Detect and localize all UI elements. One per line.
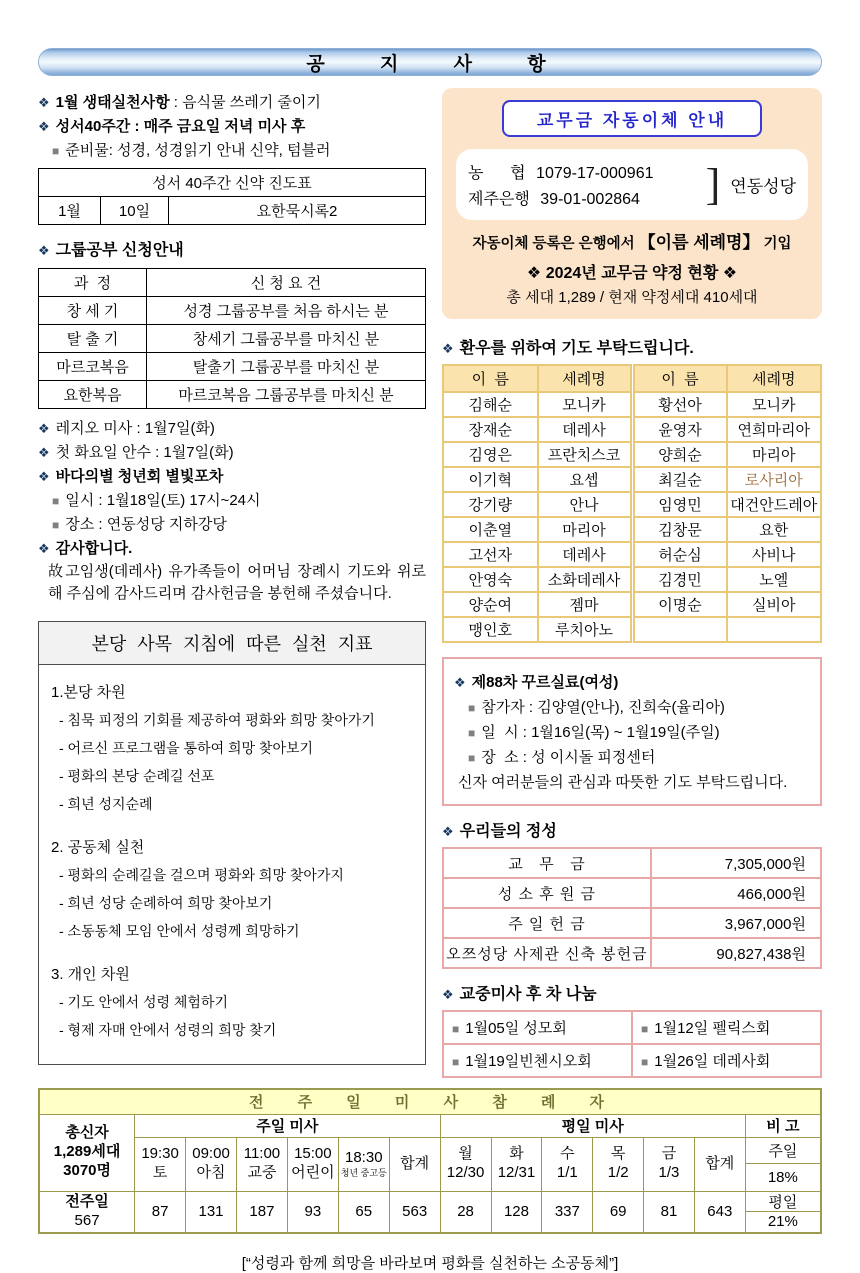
register-pre: 자동이체 등록은 은행에서 <box>472 236 639 252</box>
cursillo-where: 장 소 : 성 이시돌 피정센터 <box>481 749 656 766</box>
baptismal-cell <box>727 617 822 642</box>
mass-time-cell <box>236 1137 287 1191</box>
attendance-time-row <box>39 1137 821 1191</box>
offering-amount-cell: 466,000원 <box>651 878 821 908</box>
cursillo-when-line <box>454 721 810 742</box>
weekday-cell <box>593 1137 644 1191</box>
table-row <box>443 517 821 542</box>
table-row <box>443 542 821 567</box>
tea-cell <box>443 1011 632 1044</box>
tea-title: 교중미사 후 차 나눔 <box>459 986 597 1003</box>
weekday-date: 1/3 <box>658 1164 680 1181</box>
pastoral-title: 본당 사목 지침에 따른 실천 지표 <box>39 622 425 665</box>
bible40-title: 성서40주간 : 매주 금요일 저녁 미사 후 <box>55 118 306 135</box>
eco-practice-label: 1월 생태실천사항 <box>55 94 170 111</box>
name-cell: 강기량 <box>443 492 538 517</box>
tea-title-line <box>442 981 822 1004</box>
table-row <box>443 1011 821 1044</box>
offering-amount-cell: 7,305,000원 <box>651 848 821 878</box>
bible-month-cell: 1월 <box>39 197 101 225</box>
bible40-line <box>38 115 426 136</box>
diamond-bullet-icon: ❖ <box>454 675 466 690</box>
right-column <box>442 88 822 1078</box>
baptismal-cell: 로사리아 <box>727 467 822 492</box>
register-post: 기입 <box>759 236 792 252</box>
cursillo-participants: 참가자 : 김양열(안나), 진희숙(율리아) <box>481 699 725 716</box>
table-row <box>443 1044 821 1077</box>
anointing-text: 첫 화요일 안수 : 1월7일(화) <box>55 444 234 461</box>
autopay-notice-box <box>442 88 822 319</box>
column-header: 과 정 <box>39 269 147 297</box>
content-columns <box>38 88 822 1078</box>
course-cell: 마르코복음 <box>39 353 147 381</box>
table-row <box>39 381 426 409</box>
weekday-name: 수 <box>560 1145 575 1163</box>
attendance-value: 337 <box>542 1191 593 1233</box>
cursillo-box <box>442 657 822 806</box>
group-study-table <box>38 268 426 409</box>
thanks-title: 감사합니다. <box>55 540 133 557</box>
bank-account-number: 39-01-002864 <box>540 191 640 208</box>
cursillo-title: 제88차 꾸르실료(여성) <box>471 674 619 691</box>
weekday-date: 12/31 <box>497 1164 536 1181</box>
sick-prayer-table <box>442 364 822 643</box>
diamond-bullet-icon: ❖ <box>38 541 50 556</box>
pastoral-section-head: 2. 공동체 실천 <box>51 838 145 856</box>
name-cell: 김경민 <box>632 567 727 592</box>
table-row <box>443 492 821 517</box>
table-row <box>39 197 426 225</box>
table-row <box>443 938 821 968</box>
diamond-bullet-icon: ❖ <box>442 341 454 356</box>
bible-table-title: 성서 40주간 신약 진도표 <box>39 169 426 197</box>
note-weekday-label: 평일 <box>746 1192 820 1212</box>
diamond-bullet-icon: ❖ <box>442 824 454 839</box>
square-bullet-icon: ■ <box>468 751 476 765</box>
name-cell: 양순여 <box>443 592 538 617</box>
weekday-total-header <box>694 1137 745 1191</box>
name-cell <box>632 617 727 642</box>
bank-row-nonghyup <box>468 160 704 183</box>
mass-label: 아침 <box>196 1164 226 1181</box>
attendance-value: 87 <box>135 1191 186 1233</box>
tea-cell <box>443 1044 632 1077</box>
pledge-stat: 총 세대 1,289 / 현재 약정세대 410세대 <box>506 289 758 306</box>
attendance-title-row <box>39 1089 821 1114</box>
attendance-value: 28 <box>440 1191 491 1233</box>
note-weekday-cell <box>745 1191 821 1233</box>
youth-title-line <box>38 465 426 486</box>
table-row <box>443 567 821 592</box>
weekday-cell <box>491 1137 542 1191</box>
pastoral-item: - 희년 성당 순례하여 희망 찾아보기 <box>59 894 273 911</box>
note-sunday-label: 주일 <box>746 1138 820 1165</box>
tea-event: 1월05일 성모회 <box>465 1020 567 1037</box>
bank-account-number: 1079-17-000961 <box>536 165 654 182</box>
legio-text: 레지오 미사 : 1월7일(화) <box>55 420 215 437</box>
pastoral-item: - 형제 자매 안에서 성령의 희망 찾기 <box>59 1021 277 1038</box>
baptismal-cell: 사비나 <box>727 542 822 567</box>
table-header-row <box>443 365 821 392</box>
diamond-bullet-icon: ❖ <box>38 469 50 484</box>
baptismal-cell: 요셉 <box>538 467 633 492</box>
weekday-name: 목 <box>610 1145 626 1163</box>
baptismal-cell: 모니카 <box>727 392 822 417</box>
pastoral-section-head: 1.본당 차원 <box>51 683 126 701</box>
mass-time-cell <box>135 1137 186 1191</box>
tea-sharing-table <box>442 1010 822 1078</box>
name-cell: 김창문 <box>632 517 727 542</box>
bible40-prep-line <box>38 139 426 160</box>
name-cell: 맹인호 <box>443 617 538 642</box>
offerings-title: 우리들의 정성 <box>459 823 557 840</box>
table-row <box>39 325 426 353</box>
bank-rows <box>468 157 704 212</box>
weekday-cell <box>440 1137 491 1191</box>
mass-label: 교중 <box>247 1164 277 1181</box>
name-cell: 장재순 <box>443 417 538 442</box>
anointing-line <box>38 441 426 462</box>
table-row <box>443 617 821 642</box>
cursillo-where-line <box>454 746 810 767</box>
weekday-name: 합계 <box>705 1154 735 1172</box>
table-row <box>443 592 821 617</box>
offerings-title-line <box>442 818 822 841</box>
pastoral-body <box>39 665 425 1064</box>
mass-label: 어린이 <box>291 1164 335 1181</box>
previous-sunday-value: 567 <box>74 1211 100 1229</box>
offering-name-cell: 성 소 후 원 금 <box>443 878 651 908</box>
group-study-title-line <box>38 237 426 260</box>
youth-when-line <box>38 489 426 510</box>
offering-name-cell: 오쯔성당 사제관 신축 봉헌금 <box>443 938 651 968</box>
column-header: 세례명 <box>538 365 633 392</box>
square-bullet-icon: ■ <box>468 726 476 740</box>
weekday-name: 월 <box>458 1145 473 1163</box>
eco-practice-text: : 음식물 쓰레기 줄이기 <box>169 94 321 111</box>
offering-name-cell: 교 무 금 <box>443 848 651 878</box>
mass-time-cell <box>287 1137 338 1191</box>
diamond-bullet-icon: ❖ <box>38 119 50 134</box>
diamond-bullet-icon: ❖ <box>38 445 50 460</box>
offering-amount-cell: 90,827,438원 <box>651 938 821 968</box>
previous-sunday-cell <box>39 1191 135 1233</box>
requirement-cell: 마르코복음 그룹공부를 마치신 분 <box>147 381 426 409</box>
pastoral-item: - 기도 안에서 성령 체험하기 <box>59 993 228 1010</box>
autopay-title: 교무금 자동이체 안내 <box>502 100 762 137</box>
square-bullet-icon: ■ <box>52 518 60 532</box>
column-header: 이 름 <box>632 365 727 392</box>
youth-title: 바다의별 청년회 별빛포차 <box>55 468 224 485</box>
pastoral-item: - 희년 성지순례 <box>59 795 153 812</box>
name-cell: 이명순 <box>632 592 727 617</box>
cursillo-when: 일 시 : 1월16일(목) ~ 1월19일(주일) <box>481 724 720 741</box>
sick-prayer-title-line <box>442 335 822 358</box>
baptismal-cell: 데레사 <box>538 417 633 442</box>
attendance-value: 65 <box>338 1191 389 1233</box>
note-sunday-percent: 18% <box>767 1168 798 1186</box>
attendance-value: 93 <box>287 1191 338 1233</box>
pastoral-item: - 평화의 본당 순례길 선포 <box>59 767 215 784</box>
mass-time: 합계 <box>400 1154 430 1172</box>
pastoral-item: - 어르신 프로그램을 통하여 희망 찾아보기 <box>59 739 314 756</box>
cursillo-title-line <box>454 671 810 692</box>
weekday-cell <box>542 1137 593 1191</box>
attendance-value: 69 <box>593 1191 644 1233</box>
square-bullet-icon: ■ <box>641 1022 649 1036</box>
weekday-name: 금 <box>661 1145 677 1163</box>
baptismal-cell: 실비아 <box>727 592 822 617</box>
square-bullet-icon: ■ <box>452 1022 460 1036</box>
pastoral-item: - 소동동체 모임 안에서 성령께 희망하기 <box>59 922 300 939</box>
weekday-mass-header: 평일 미사 <box>440 1114 745 1137</box>
weekday-date: 12/30 <box>446 1164 485 1181</box>
baptismal-cell: 요한 <box>727 517 822 542</box>
table-row <box>443 878 821 908</box>
bank-name: 농 협 <box>468 165 526 182</box>
baptismal-cell: 대건안드레아 <box>727 492 822 517</box>
tea-event: 1월26일 데레사회 <box>654 1053 771 1070</box>
mass-label: 청년 중고등 <box>340 1167 387 1178</box>
total-parishioners-cell <box>39 1114 135 1191</box>
mass-time-cell <box>186 1137 237 1191</box>
diamond-bullet-icon: ❖ <box>38 421 50 436</box>
baptismal-cell: 모니카 <box>538 392 633 417</box>
autopay-register-line <box>454 228 810 253</box>
name-cell: 김해순 <box>443 392 538 417</box>
thanks-title-line <box>38 537 426 558</box>
requirement-cell: 탈출기 그룹공부를 마치신 분 <box>147 353 426 381</box>
name-cell: 이기혁 <box>443 467 538 492</box>
eco-practice-line <box>38 91 426 112</box>
mass-time-cell <box>338 1137 389 1191</box>
name-cell: 고선자 <box>443 542 538 567</box>
notice-banner <box>38 48 822 76</box>
tea-cell <box>632 1011 821 1044</box>
offerings-table <box>442 847 822 969</box>
bank-row-jeju <box>468 186 704 209</box>
name-cell: 황선아 <box>632 392 727 417</box>
account-holder: 연동성당 <box>730 177 796 196</box>
square-bullet-icon: ■ <box>52 494 60 508</box>
mass-time: 09:00 <box>192 1145 230 1163</box>
requirement-cell: 성경 그룹공부를 처음 하시는 분 <box>147 297 426 325</box>
sick-prayer-title: 환우를 위하여 기도 부탁드립니다. <box>459 340 694 357</box>
baptismal-cell: 안나 <box>538 492 633 517</box>
total-households: 1,289세대 <box>53 1143 121 1161</box>
attendance-value: 131 <box>186 1191 237 1233</box>
cursillo-participants-line <box>454 696 810 717</box>
baptismal-cell: 마리아 <box>727 442 822 467</box>
name-cell: 김영은 <box>443 442 538 467</box>
square-bullet-icon: ■ <box>641 1055 649 1069</box>
baptismal-cell: 마리아 <box>538 517 633 542</box>
table-row <box>39 169 426 197</box>
register-emphasis: 【이름 세례명】 <box>638 233 760 252</box>
left-column <box>38 88 426 1065</box>
cursillo-note: 신자 여러분들의 관심과 따뜻한 기도 부탁드립니다. <box>458 774 788 791</box>
attendance-title: 전 주 일 미 사 참 례 자 <box>39 1089 821 1114</box>
bible40-prep-text: 준비물: 성경, 성경읽기 안내 신약, 텀블러 <box>65 142 331 159</box>
bible-day-cell: 10일 <box>101 197 169 225</box>
total-label: 총신자 <box>65 1124 109 1142</box>
table-row <box>443 467 821 492</box>
tea-event: 1월19일빈첸시오회 <box>465 1053 592 1070</box>
attendance-weekday-total: 643 <box>694 1191 745 1233</box>
weekday-date: 1/2 <box>607 1164 629 1181</box>
table-row <box>443 392 821 417</box>
weekday-date: 1/1 <box>556 1164 578 1181</box>
previous-sunday-label: 전주일 <box>65 1193 109 1210</box>
table-row <box>443 442 821 467</box>
baptismal-cell: 노엘 <box>727 567 822 592</box>
table-row <box>39 353 426 381</box>
bank-name: 제주은행 <box>468 191 530 208</box>
diamond-bullet-icon: ❖ <box>442 987 454 1002</box>
name-cell: 양희순 <box>632 442 727 467</box>
attendance-values-row <box>39 1191 821 1233</box>
square-bullet-icon: ■ <box>468 701 476 715</box>
tea-cell <box>632 1044 821 1077</box>
sunday-mass-header: 주일 미사 <box>135 1114 440 1137</box>
bible-reading-cell: 요한묵시록2 <box>169 197 426 225</box>
pledge-title: ❖ 2024년 교무금 약정 현황 ❖ <box>526 265 738 282</box>
column-header: 세례명 <box>727 365 822 392</box>
diamond-bullet-icon: ❖ <box>38 95 50 110</box>
bank-account-box <box>456 149 808 220</box>
mass-time: 11:00 <box>243 1145 281 1163</box>
table-row <box>443 417 821 442</box>
requirement-cell: 창세기 그룹공부를 마치신 분 <box>147 325 426 353</box>
attendance-header-row <box>39 1114 821 1137</box>
table-row <box>443 908 821 938</box>
bible-progress-table <box>38 168 426 225</box>
baptismal-cell: 소화데레사 <box>538 567 633 592</box>
note-weekday-percent: 21% <box>767 1213 798 1231</box>
baptismal-cell: 루치아노 <box>538 617 633 642</box>
mass-time: 18:30 <box>345 1149 383 1166</box>
course-cell: 창 세 기 <box>39 297 147 325</box>
name-cell: 임영민 <box>632 492 727 517</box>
table-header-row <box>39 269 426 297</box>
offering-amount-cell: 3,967,000원 <box>651 908 821 938</box>
offering-name-cell: 주 일 헌 금 <box>443 908 651 938</box>
column-header: 이 름 <box>443 365 538 392</box>
thanks-body: 故고임생(데레사) 유가족들이 어머님 장례시 기도와 위로해 주심에 감사드리며 감사헌금을 봉헌해 주셨습니다. <box>48 563 426 602</box>
table-row <box>443 848 821 878</box>
pastoral-item: - 평화의 순례길을 걸으며 평화와 희망 찾아가지 <box>59 866 344 883</box>
footer-motto: [“성령과 함께 희망을 바라보며 평화를 실천하는 소공동체”] <box>241 1255 619 1272</box>
mass-time: 19:30 <box>141 1145 179 1163</box>
weekday-name: 화 <box>509 1145 524 1163</box>
weekday-cell <box>644 1137 695 1191</box>
youth-where-line <box>38 513 426 534</box>
name-cell: 최길순 <box>632 467 727 492</box>
youth-where: 장소 : 연동성당 지하강당 <box>65 516 227 533</box>
column-header: 신 청 요 건 <box>147 269 426 297</box>
diamond-bullet-icon: ❖ <box>38 243 50 258</box>
mass-label: 토 <box>152 1164 168 1181</box>
attendance-value: 128 <box>491 1191 542 1233</box>
square-bullet-icon: ■ <box>52 144 60 158</box>
tea-event: 1월12일 펠릭스회 <box>654 1020 771 1037</box>
mass-time: 15:00 <box>294 1145 332 1163</box>
baptismal-cell: 연희마리아 <box>727 417 822 442</box>
total-people: 3070명 <box>63 1161 111 1179</box>
square-bullet-icon: ■ <box>452 1055 460 1069</box>
name-cell: 이춘열 <box>443 517 538 542</box>
baptismal-cell: 프란치스코 <box>538 442 633 467</box>
attendance-value: 81 <box>644 1191 695 1233</box>
course-cell: 탈 출 기 <box>39 325 147 353</box>
name-cell: 안영숙 <box>443 567 538 592</box>
sunday-total-header <box>389 1137 440 1191</box>
legio-line <box>38 417 426 438</box>
course-cell: 요한복음 <box>39 381 147 409</box>
note-sunday-cell <box>745 1137 821 1191</box>
pastoral-item: - 침묵 피정의 기회를 제공하여 평화와 희망 찾아가기 <box>59 711 375 728</box>
name-cell: 허순심 <box>632 542 727 567</box>
youth-when: 일시 : 1월18일(토) 17시~24시 <box>65 492 261 509</box>
group-study-title: 그룹공부 신청안내 <box>55 242 184 259</box>
attendance-value: 187 <box>236 1191 287 1233</box>
note-header: 비 고 <box>745 1114 821 1137</box>
pastoral-section-head: 3. 개인 차원 <box>51 965 130 983</box>
name-cell: 윤영자 <box>632 417 727 442</box>
baptismal-cell: 젬마 <box>538 592 633 617</box>
pastoral-guideline-box <box>38 621 426 1065</box>
attendance-sunday-total: 563 <box>389 1191 440 1233</box>
table-row <box>39 297 426 325</box>
mass-attendance-table <box>38 1088 822 1234</box>
baptismal-cell: 데레사 <box>538 542 633 567</box>
banner-title: 공 지 사 항 <box>306 53 554 75</box>
bracket-glyph: ] <box>705 159 721 209</box>
